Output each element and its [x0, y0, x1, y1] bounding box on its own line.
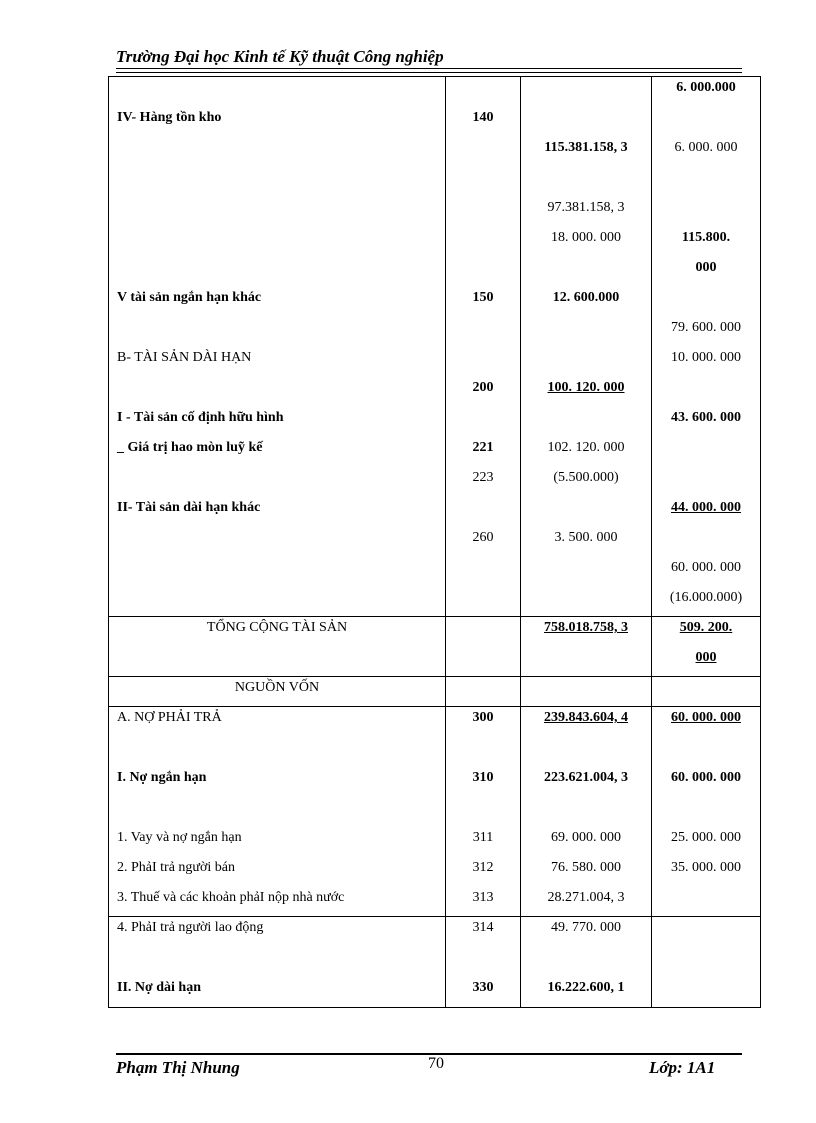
table-cell: I. Nợ ngắn hạn — [117, 770, 207, 785]
table-cell: _ Giá trị hao mòn luỹ kế — [117, 440, 263, 455]
table-cell: 223 — [472, 470, 494, 485]
table-cell: 312 — [472, 860, 494, 875]
table-cell: 509. 200. — [679, 620, 733, 635]
table-cell: 223.621.004, 3 — [544, 770, 628, 785]
table-cell: 000 — [695, 650, 717, 665]
table-cell: V tài sản ngắn hạn khác — [117, 290, 262, 305]
table-cell: 10. 000. 000 — [671, 350, 741, 365]
table-cell: II. Nợ dài hạn — [117, 980, 202, 995]
row-divider — [109, 706, 760, 707]
row-divider — [109, 676, 760, 677]
footer-class: Lớp: 1A1 — [649, 1058, 716, 1077]
table-cell: I - Tài sản cố định hữu hình — [117, 410, 284, 425]
table-cell: 3. 500. 000 — [554, 530, 618, 545]
table-cell: 115.800. — [681, 230, 731, 245]
header-rule-top — [116, 68, 742, 69]
table-cell: 313 — [472, 890, 494, 905]
table-cell: 97.381.158, 3 — [547, 200, 625, 215]
document-header: Trường Đại học Kinh tế Kỹ thuật Công nghiệp — [116, 47, 444, 66]
table-cell: 150 — [472, 290, 494, 305]
table-cell: 314 — [472, 920, 494, 935]
table-cell: 16.222.600, 1 — [547, 980, 625, 995]
table-cell: 49. 770. 000 — [551, 920, 621, 935]
table-cell: 000 — [695, 260, 717, 275]
table-cell: 28.271.004, 3 — [547, 890, 625, 905]
table-cell: 43. 600. 000 — [671, 410, 741, 425]
table-cell: 310 — [472, 770, 494, 785]
table-cell: 18. 000. 000 — [551, 230, 621, 245]
table-cell: 76. 580. 000 — [551, 860, 621, 875]
table-cell: 330 — [472, 980, 494, 995]
table-cell: 60. 000. 000 — [671, 710, 741, 725]
table-cell: 6. 000. 000 — [674, 140, 738, 155]
table-cell: 6. 000.000 — [676, 80, 736, 95]
table-cell: 300 — [472, 710, 494, 725]
table-cell: (16.000.000) — [669, 590, 743, 605]
table-cell: B- TÀI SẢN DÀI HẠN — [117, 350, 252, 365]
table-cell: 239.843.604, 4 — [544, 710, 628, 725]
table-cell: 3. Thuế và các khoản phảI nộp nhà nước — [117, 890, 345, 905]
table-cell: IV- Hàng tồn kho — [117, 110, 222, 125]
table-cell: 100. 120. 000 — [547, 380, 625, 395]
balance-sheet-table — [108, 76, 761, 1008]
row-divider — [109, 916, 760, 917]
table-cell: 12. 600.000 — [552, 290, 620, 305]
table-cell: 221 — [472, 440, 494, 455]
page-number: 70 — [428, 1055, 444, 1072]
table-cell: TỔNG CỘNG TÀI SẢN — [206, 620, 348, 635]
table-cell: 4. PhảI trả người lao động — [117, 920, 264, 935]
header-rule-bottom — [116, 72, 742, 73]
table-cell: 140 — [472, 110, 494, 125]
table-cell: 60. 000. 000 — [671, 560, 741, 575]
table-cell: 102. 120. 000 — [547, 440, 625, 455]
table-cell: (5.500.000) — [553, 470, 619, 485]
table-cell: 44. 000. 000 — [671, 500, 741, 515]
table-cell: 35. 000. 000 — [671, 860, 741, 875]
table-cell: 200 — [472, 380, 494, 395]
footer-author: Phạm Thị Nhung — [116, 1058, 240, 1077]
table-cell: 69. 000. 000 — [551, 830, 621, 845]
table-cell: 25. 000. 000 — [671, 830, 741, 845]
table-cell: 60. 000. 000 — [671, 770, 741, 785]
row-divider — [109, 616, 760, 617]
table-cell: II- Tài sản dài hạn khác — [117, 500, 261, 515]
table-cell: 260 — [472, 530, 494, 545]
table-cell: 79. 600. 000 — [671, 320, 741, 335]
table-cell: 1. Vay và nợ ngắn hạn — [117, 830, 242, 845]
table-cell: 758.018.758, 3 — [544, 620, 628, 635]
table-cell: A. NỢ PHẢI TRẢ — [117, 710, 222, 725]
table-cell: 115.381.158, 3 — [544, 140, 628, 155]
table-cell: 2. PhảI trả người bán — [117, 860, 236, 875]
table-cell: NGUỒN VỐN — [234, 680, 320, 695]
table-cell: 311 — [472, 830, 494, 845]
